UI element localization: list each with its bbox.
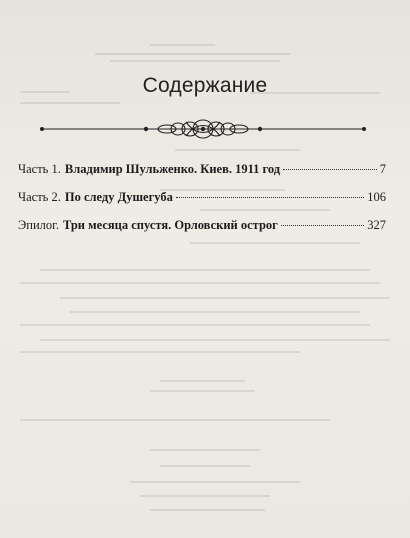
toc-entry-label: Часть 1. <box>18 162 61 176</box>
toc-page-number: 7 <box>379 162 386 176</box>
toc-entry-part-1[interactable] <box>18 162 386 190</box>
page-title: Содержание <box>142 74 268 97</box>
toc-entry-label: Часть 2. <box>18 190 61 204</box>
toc-entry-epilogue[interactable] <box>18 218 386 246</box>
toc-entry-title: По следу Душегуба <box>64 190 173 204</box>
decorative-knot-divider-icon <box>38 116 368 142</box>
dot-leader <box>283 169 377 170</box>
toc-entry-title: Владимир Шульженко. Киев. 1911 год <box>64 162 281 176</box>
toc-entry-label: Эпилог. <box>18 218 59 232</box>
table-of-contents <box>18 162 386 246</box>
toc-entry-title: Три месяца спустя. Орловский острог <box>62 218 278 232</box>
toc-page-number: 106 <box>367 190 386 204</box>
dot-leader <box>176 197 364 198</box>
toc-entry-part-2[interactable] <box>18 190 386 218</box>
toc-page-number: 327 <box>367 218 386 232</box>
dot-leader <box>281 225 364 226</box>
